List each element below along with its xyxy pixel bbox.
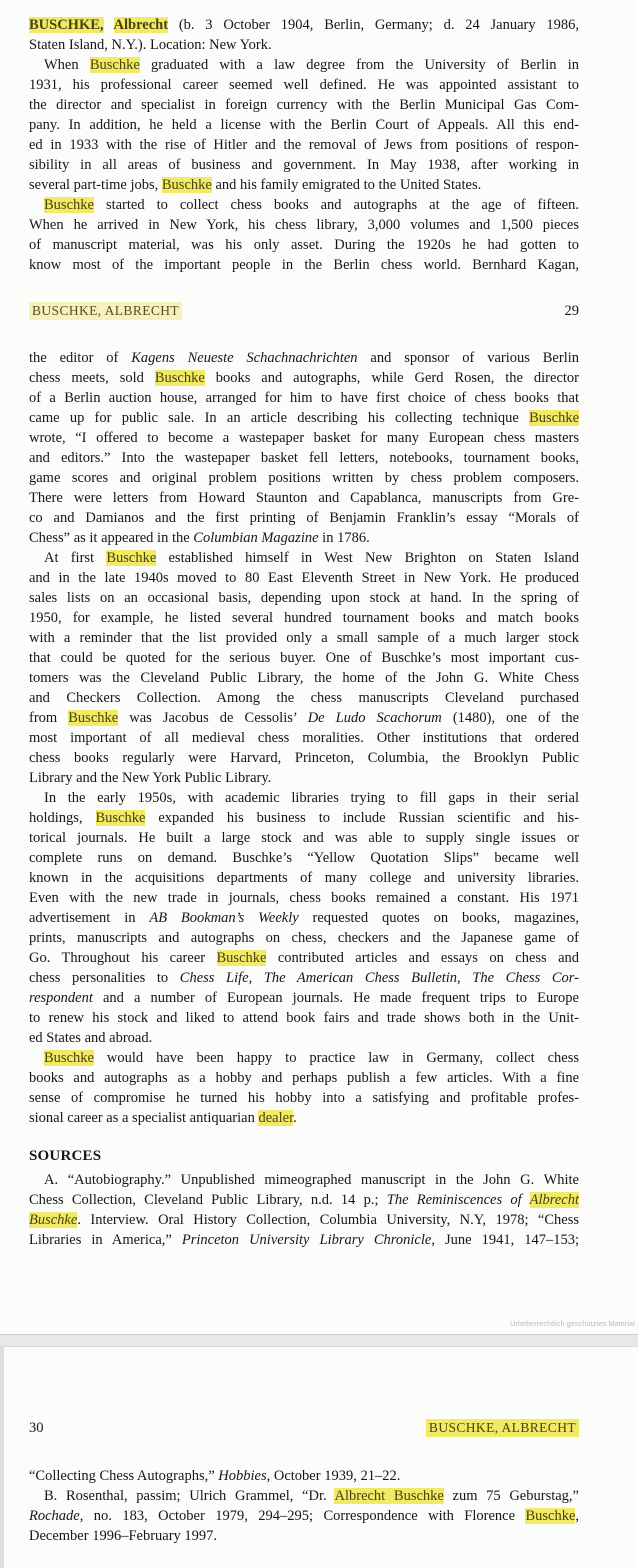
text-run: known in the acquisitions departments of many college and university libraries. [29,870,579,886]
text-run: (1480), one of the [441,710,580,726]
text-run: the director and specialist in foreign currency with the Berlin Municipal Gas Com- [29,97,579,113]
text-line [29,1526,579,1546]
text-line [29,195,579,215]
highlighted-text: Buschke [89,57,140,73]
text-run: When he arrived in New York, his chess library, 3,000 volumes and 1,500 pieces [29,217,579,233]
text-run: in 1786. [318,530,370,546]
text-line [29,1008,579,1028]
text-run: De Ludo Scachorum [307,710,442,726]
text-run: with a reminder that the list provided only a small sample of a much larger stock [29,630,579,646]
page-edge-shadow [0,1347,4,1568]
text-run: chess personalities to [29,970,180,986]
text-line [29,35,579,55]
text-run: sional career as a specialist antiquarian [29,1110,259,1126]
text-line [29,1028,579,1048]
text-line [29,668,579,688]
text-run: At first [44,550,107,566]
text-run: complete runs on demand. Buschke’s “Yellow Quotation Slips” became well [29,850,579,866]
text-run: . Interview. Oral History Collection, Columbia University, N.Y, 1978; “Chess [77,1212,579,1228]
text-run: Chess Collection, Cleveland Public Library, n.d. 14 p.; [29,1192,387,1208]
text-run: (b. 3 October 1904, Berlin, Germany; d. 24 January 1986, [168,17,580,33]
text-line [29,508,579,528]
text-run: 1950, for example, he listed several hundred tournament books and match books [29,610,579,626]
text-run: from [29,710,69,726]
highlighted-text: dealer [258,1110,294,1126]
text-run: established himself in West New Brighton on Staten Island [156,550,580,566]
page-number: 30 [29,1420,44,1436]
text-run: prints, manuscripts and autographs on chess, checkers and the Japanese game of [29,930,579,946]
text-line [29,968,579,988]
text-run: “Collecting Chess Autographs,” [29,1468,219,1484]
text-run: , October 1939, 21–22. [266,1468,401,1484]
text-run: came up for public sale. In an article describing his collecting technique [29,410,530,426]
text-run: contributed articles and essays on chess and [266,950,580,966]
text-run: Columbian Magazine [193,530,319,546]
text-line [29,55,579,75]
text-line [29,255,579,275]
text-line [29,808,579,828]
text-run: chess meets, sold [29,370,155,386]
text-line [29,215,579,235]
text-line [29,1068,579,1088]
running-head-page-29 [29,302,579,320]
text-run: ed States and abroad. [29,1030,153,1046]
highlighted-text: Albrecht Buschke [334,1488,444,1504]
text-run: A. “Autobiography.” Unpublished mimeographed manuscript in the John G. White [44,1172,579,1188]
text-line [29,648,579,668]
text-run: and his family emigrated to the United States. [211,177,482,193]
text-run: Kagens Neueste Schachnachrichten [131,350,358,366]
text-run: and editors.” Into the wastepaper basket fell letters, notebooks, tournament books, [29,450,579,466]
text-run: Libraries in America,” [29,1232,182,1248]
text-line [29,928,579,948]
text-line [29,568,579,588]
text-line [29,1190,579,1210]
page-number: 29 [564,303,579,319]
text-run: Chess Life, The American Chess Bulletin, The Chess Cor- [179,970,579,986]
highlighted-text: Buschke [106,550,157,566]
text-run: ed in 1933 with the rise of Hitler and the removal of Jews from positions of respon- [29,137,579,153]
text-run: Go. Throughout his career [29,950,217,966]
text-line [29,1108,579,1128]
sources-heading: SOURCES [29,1148,102,1164]
text-run: books and autographs, while Gerd Rosen, the director [204,370,579,386]
text-run: most important of all medieval chess moralities. Other institutions that ordered [29,730,579,746]
text-line [29,608,579,628]
text-run: Princeton University Library Chronicle [181,1232,432,1248]
text-run: requested quotes on books, magazines, [298,910,579,926]
highlighted-text: Buschke [44,197,94,213]
text-line [29,528,579,548]
text-run: of manuscript material, was his only asset. During the 1920s he had gotten to [29,237,579,253]
text-run: Hobbies [218,1468,267,1484]
text-run: There were letters from Howard Staunton and Capablanca, manuscripts from Gre- [29,490,579,506]
text-line [29,15,579,35]
text-run: and sponsor of various Berlin [357,350,579,366]
text-run: the editor of [29,350,132,366]
text-line [29,868,579,888]
text-line [29,135,579,155]
text-line [29,1466,579,1486]
text-run: and Checkers Collection. Among the chess manuscripts Cleveland purchased [29,690,579,706]
text-run: When [44,57,90,73]
text-line [29,75,579,95]
text-run: that could be quoted for the serious buyer. One of Buschke’s most important cus- [29,650,579,666]
text-line [29,748,579,768]
page-28-text-block [29,15,579,275]
text-run: expanded his business to include Russian scientific and his- [145,810,579,826]
text-run: sibility in all areas of business and government. In May 1938, after working in [29,157,579,173]
text-line [29,368,579,388]
text-line [29,1230,579,1250]
text-line [29,468,579,488]
text-run: Even with the new trade in journals, chess books remained a constant. His 1971 [29,890,579,906]
text-line [29,95,579,115]
text-line [29,1088,579,1108]
text-line [29,688,579,708]
text-run: to renew his stock and liked to attend book fairs and trade shows both in the Unit- [29,1010,579,1026]
running-head-title: BUSCHKE, ALBRECHT [426,1419,579,1437]
text-line [29,408,579,428]
running-head-page-30 [29,1419,579,1437]
text-line [29,768,579,788]
page-separator-band [0,1334,638,1347]
text-line [29,235,579,255]
text-line [29,1506,579,1526]
text-line [29,988,579,1008]
text-line [29,728,579,748]
text-run: was Jacobus de Cessolis’ [118,710,308,726]
text-run: started to collect chess books and autographs at the age of fifteen. [93,197,579,213]
text-run: game scores and original problem positions written by chess problem composers. [29,470,579,486]
running-head-title: BUSCHKE, ALBRECHT [29,302,182,320]
text-line [29,1170,579,1190]
text-run: wrote, “I offered to become a wastepaper basket for many European chess masters [29,430,579,446]
text-run: advertisement in [29,910,150,926]
text-run: chess books regularly were Harvard, Princeton, Columbia, the Brooklyn Public [29,750,579,766]
text-run: respondent [29,990,93,1006]
text-run: pany. In addition, he held a license with the Berlin Court of Appeals. All this end- [29,117,579,133]
text-line [29,388,579,408]
highlighted-text: Buschke [216,950,267,966]
page-29-text-block [29,348,579,1128]
text-run: , no. 183, October 1979, 294–295; Correspondence with Florence [79,1508,526,1524]
text-line [29,588,579,608]
text-line [29,488,579,508]
text-run: would have been happy to practice law in Germany, collect chess [93,1050,579,1066]
text-run: of a Berlin auction house, arranged for him to have first choice of chess books that [29,390,579,406]
copyright-watermark: Urheberrechtlich geschütztes Material [510,1321,635,1328]
text-line [29,948,579,968]
text-line [29,548,579,568]
text-line [29,1048,579,1068]
text-run [104,17,114,33]
highlighted-text: BUSCHKE, [29,17,104,33]
text-run: zum 75 Geburstag,” [443,1488,579,1504]
text-run: co and Damianos and the first printing of Benjamin Franklin’s essay “Morals of [29,510,579,526]
text-run: AB Bookman’s Weekly [149,910,299,926]
highlighted-text: Buschke [529,410,579,426]
text-run: Rochade [29,1508,80,1524]
text-run: December 1996–February 1997. [29,1528,218,1544]
text-run: , [575,1508,579,1524]
text-line [29,1486,579,1506]
text-run: and in the late 1940s moved to 80 East Eleventh Street in New York. He produced [29,570,579,586]
text-line [29,908,579,928]
text-run: The Reminiscences of [386,1192,530,1208]
text-run: , June 1941, 147–153; [431,1232,579,1248]
text-run: sales lists on an occasional basis, depending upon stock at hand. In the spring of [29,590,579,606]
text-run: several part-time jobs, [29,177,162,193]
text-line [29,708,579,728]
text-line [29,428,579,448]
text-run: sense of compromise he turned his hobby into a satisfying and profitable profes- [29,1090,579,1106]
highlighted-text: Albrecht [529,1192,579,1208]
text-line [29,848,579,868]
highlighted-text: Buschke [95,810,146,826]
text-line [29,828,579,848]
highlighted-text: Albrecht [113,17,169,33]
page-30-text-block [29,1466,579,1546]
text-run: graduated with a law degree from the University of Berlin in [139,57,579,73]
text-run: holdings, [29,810,96,826]
text-line [29,155,579,175]
text-run: tomers was the Cleveland Public Library, the home of the John G. White Chess [29,670,579,686]
text-line [29,115,579,135]
text-line [29,175,579,195]
text-run: torical journals. He built a large stock and was able to supply single issues or [29,830,579,846]
text-run: In the early 1950s, with academic libraries trying to fill gaps in their serial [44,790,579,806]
text-line [29,628,579,648]
sources-text-block [29,1170,579,1250]
text-run: . [293,1110,297,1126]
highlighted-text: Buschke [68,710,119,726]
highlighted-text: Buschke [44,1050,94,1066]
text-run: books and autographs as a hobby and perhaps publish a few articles. With a fine [29,1070,579,1086]
highlighted-text: Buschke [154,370,205,386]
text-run: and a number of European journals. He made frequent trips to Europe [92,990,579,1006]
text-run: Chess” as it appeared in the [29,530,194,546]
highlighted-text: Buschke [161,177,212,193]
text-line [29,888,579,908]
highlighted-text: Buschke [29,1212,78,1228]
text-run: Staten Island, N.Y.). Location: New York. [29,37,272,53]
text-line [29,348,579,368]
highlighted-text: Buschke [525,1508,576,1524]
text-run: 1931, his professional career seemed well defined. He was appointed assistant to [29,77,579,93]
text-run: know most of the important people in the Berlin chess world. Bernhard Kagan, [29,257,579,273]
text-line [29,788,579,808]
text-line [29,1210,579,1230]
text-line [29,448,579,468]
text-run: B. Rosenthal, passim; Ulrich Grammel, “Dr. [44,1488,335,1504]
text-run: Library and the New York Public Library. [29,770,272,786]
